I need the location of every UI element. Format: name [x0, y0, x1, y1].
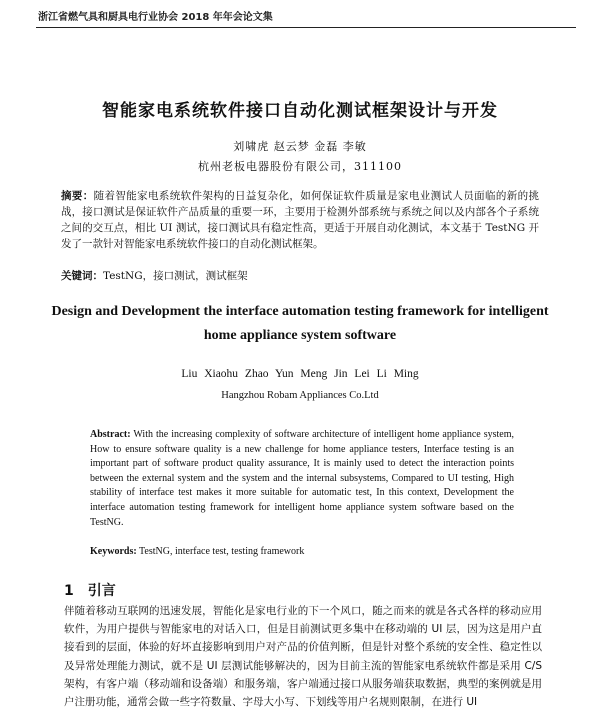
english-keywords-label: Keywords: [90, 546, 137, 557]
english-abstract-text: With the increasing complexity of software architecture of intelligent home appliance system, How to ensure software quality is a new challenge for home appliance testers, Interface testing is an important part of software product quality assurance, It is mainly used to detect the interaction points between the external system and the system and the internal subsystems, Compared to UI testing, High stability of interface test makes it more suitable for automatic test, In this context, Development the interface automation testing framework for intelligent home appliance system software based on the TestNG. [90, 429, 514, 528]
chinese-keywords [61, 268, 539, 284]
header-divider [36, 27, 576, 28]
introduction-paragraph: 伴随着移动互联网的迅速发展，智能化是家电行业的下一个风口，随之而来的就是各式各样的移动应用软件，为用户提供与智能家电的对话入口，但是目前测试更多集中在移动端的 UI 层，因为这是用户直接看到的层面，体验的好坏直接影响到用户对产品的价值判断，但是针对整个系统的安全性、稳定性以及异常处理能力测试，就不是 UI 层测试能够解决的，因为目前主流的智能家电系统软件都是采用 C/S 架构，有客户端（移动端和设备端）和服务端，客户端通过接口从服务端获取数据，典型的案例就是用户注册功能，通常会做一些字符数量、字母大小写、下划线等用户名规则限制，在进行 UI [64, 605, 542, 709]
running-header: 浙江省燃气具和厨具电行业协会 2018 年年会论文集 [38, 12, 273, 23]
english-abstract [90, 428, 514, 530]
english-keywords [90, 545, 514, 559]
section-heading [64, 580, 116, 600]
english-authors: Liu Xiaohu Zhao Yun Meng Jin Lei Li Ming [181, 368, 419, 380]
chinese-affiliation: 杭州老板电器股份有限公司，311100 [198, 160, 402, 173]
english-affiliation: Hangzhou Robam Appliances Co.Ltd [221, 390, 379, 401]
english-keywords-text: TestNG, interface test, testing framework [136, 546, 305, 557]
section-title: 引言 [87, 583, 116, 599]
section-number: 1 [64, 583, 74, 599]
english-title: Design and Development the interface automation testing framework for intelligent home appliance system software [51, 304, 549, 343]
chinese-keywords-text: TestNG，接口测试，测试框架 [103, 270, 248, 282]
chinese-abstract [61, 188, 539, 252]
chinese-title: 智能家电系统软件接口自动化测试框架设计与开发 [102, 101, 498, 121]
chinese-abstract-label: 摘要： [61, 190, 94, 202]
chinese-authors: 刘啸虎 赵云梦 金磊 李敏 [233, 140, 367, 153]
chinese-abstract-text: 随着智能家电系统软件架构的日益复杂化，如何保证软件质量是家电业测试人员面临的新的挑战，接口测试是保证软件产品质量的重要一环，主要用于检测外部系统与系统之间以及内部各个子系统之间的交互点，相比 UI 测试，接口测试具有稳定性高，更适于开展自动化测试，本文基于 TestNG 开发了一款针对智能家电系统软件接口的自动化测试框架。 [61, 190, 540, 250]
english-abstract-label: Abstract: [90, 429, 131, 440]
chinese-keywords-label: 关键词： [61, 270, 103, 282]
